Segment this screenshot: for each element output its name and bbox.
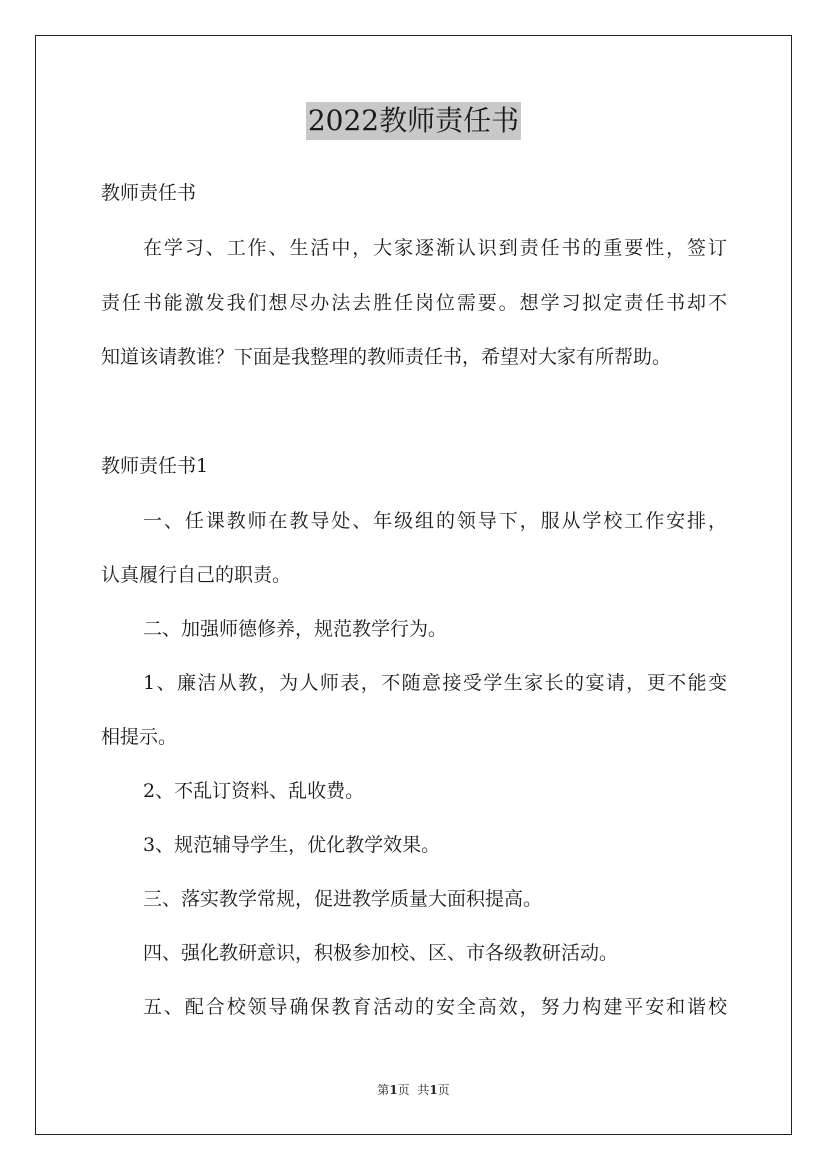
paragraph-line: 认真履行自己的职责。 <box>101 564 292 586</box>
title-container <box>0 102 827 140</box>
paragraph-line: 四、强化教研意识，积极参加校、区、市各级教研活动。 <box>143 942 619 964</box>
paragraph-line: 1、廉洁从教，为人师表，不随意接受学生家长的宴请，更不能变 <box>143 672 727 694</box>
paragraph-line: 责任书能激发我们想尽办法去胜任岗位需要。想学习拟定责任书却不 <box>101 292 727 314</box>
paragraph-line: 在学习、工作、生活中，大家逐渐认识到责任书的重要性，签订 <box>143 237 727 259</box>
paragraph-line: 知道该请教谁？下面是我整理的教师责任书，希望对大家有所帮助。 <box>101 346 672 368</box>
footer-page-total: 1 <box>429 1083 438 1097</box>
paragraph-line: 3、规范辅导学生，优化教学效果。 <box>143 834 441 856</box>
section-heading: 教师责任书 <box>101 182 197 204</box>
paragraph-line: 一、任课教师在教导处、年级组的领导下，服从学校工作安排， <box>143 510 727 532</box>
footer-page-prefix: 第 <box>377 1083 390 1097</box>
paragraph-line: 五、配合校领导确保教育活动的安全高效，努力构建平安和谐校 <box>143 996 727 1018</box>
page-footer <box>0 1082 827 1098</box>
paragraph-line: 二、加强师德修养，规范教学行为。 <box>143 618 448 640</box>
paragraph-line: 2、不乱订资料、乱收费。 <box>143 780 365 802</box>
footer-page-number: 1 <box>389 1083 398 1097</box>
section-heading: 教师责任书1 <box>101 455 209 477</box>
paragraph-line: 三、落实教学常规，促进教学质量大面积提高。 <box>143 888 543 910</box>
document-title: 2022教师责任书 <box>306 102 521 140</box>
footer-page-mid: 页 共 <box>397 1083 430 1097</box>
paragraph-line: 相提示。 <box>101 726 178 748</box>
footer-page-suffix: 页 <box>437 1083 450 1097</box>
